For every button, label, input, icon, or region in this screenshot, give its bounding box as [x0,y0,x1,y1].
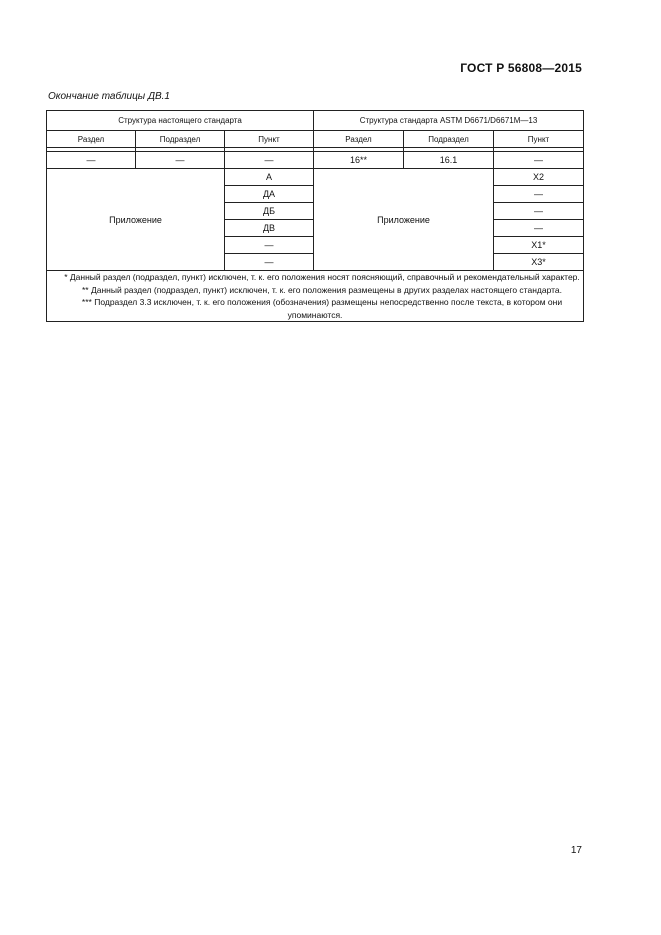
structure-comparison-table [46,110,584,322]
table-caption: Окончание таблицы ДВ.1 [48,91,170,102]
table-cell: Х2 [494,169,584,186]
col-header-subsection-right: Подраздел [404,131,494,148]
table-cell: — [136,152,225,169]
footnote: * Данный раздел (подраздел, пункт) исключен, т. к. его положения носят поясняющий, справочный и рекомендательный характер. [64,272,580,282]
appendix-label-right: Приложение [314,169,494,271]
table-cell: — [225,237,314,254]
page-number: 17 [570,845,582,856]
table-cell: ДА [225,186,314,203]
table-cell: — [494,203,584,220]
table-cell: — [47,152,136,169]
table-footnotes [47,271,584,322]
col-header-section-left: Раздел [47,131,136,148]
table-cell: ДБ [225,203,314,220]
group-header-astm-standard: Структура стандарта ASTM D6671/D6671M—13 [314,111,584,131]
table-cell: — [494,186,584,203]
table-cell: Х3* [494,254,584,271]
table-cell: — [494,220,584,237]
col-header-subsection-left: Подраздел [136,131,225,148]
table-cell: А [225,169,314,186]
footnote: ** Данный раздел (подраздел, пункт) исключен, т. к. его положения размещены в других разделах настоящего стандарта. [82,284,563,295]
table-cell: — [225,152,314,169]
col-header-clause-right: Пункт [494,131,584,148]
appendix-label-left: Приложение [47,169,225,271]
col-header-section-right: Раздел [314,131,404,148]
group-header-this-standard: Структура настоящего стандарта [47,111,314,131]
table-cell: — [494,152,584,169]
table-cell: ДВ [225,220,314,237]
table-cell: 16.1 [404,152,494,169]
col-header-clause-left: Пункт [225,131,314,148]
table-cell: Х1* [494,237,584,254]
table-cell: 16** [314,152,404,169]
table-cell: — [225,254,314,271]
document-code: ГОСТ Р 56808—2015 [460,61,582,75]
footnote: *** Подраздел 3.3 исключен, т. к. его положения (обозначения) размещены непосредственно после текста, в котором они упоминаются. [81,297,563,320]
